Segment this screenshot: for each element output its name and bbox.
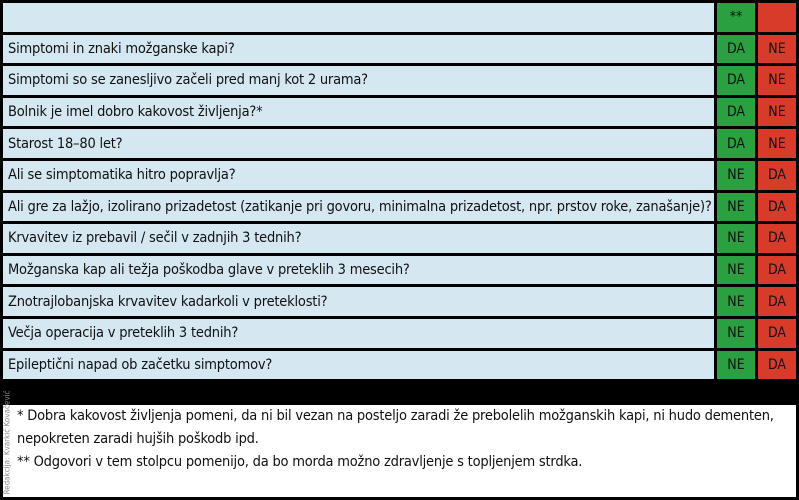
red-answer-cell: DA: [758, 161, 796, 190]
red-answer-cell: DA: [758, 287, 796, 316]
question-cell: Ali gre za lažjo, izolirano prizadetost (zatikanje pri govoru, minimalna prizadetost, npr. prstov roke, zanašanje)?: [3, 193, 714, 222]
green-answer-cell: NE: [717, 193, 755, 222]
table-row: [3, 129, 796, 158]
red-answer-cell: DA: [758, 351, 796, 380]
green-answer-cell: NE: [717, 161, 755, 190]
red-answer-cell: NE: [758, 35, 796, 64]
red-answer-cell: NE: [758, 129, 796, 158]
table-row: [3, 98, 796, 127]
red-answer-cell: DA: [758, 256, 796, 285]
table-row: [3, 287, 796, 316]
question-cell: Bolnik je imel dobro kakovost življenja?*: [3, 98, 714, 127]
footnote-2: ** Odgovori v tem stolpcu pomenijo, da bo morda možno zdravljenje s topljenjem strdka.: [17, 454, 583, 470]
question-cell: Možganska kap ali težja poškodba glave v preteklih 3 mesecih?: [3, 256, 714, 285]
red-answer-cell: NE: [758, 98, 796, 127]
green-answer-cell: DA: [717, 98, 755, 127]
green-answer-cell: DA: [717, 35, 755, 64]
green-answer-cell: NE: [717, 319, 755, 348]
question-cell: Večja operacija v preteklih 3 tednih?: [3, 319, 714, 348]
question-cell: Ali se simptomatika hitro popravlja?: [3, 161, 714, 190]
green-answer-cell: NE: [717, 351, 755, 380]
green-answer-cell: NE: [717, 256, 755, 285]
footnote-1: [3, 405, 796, 451]
header-question-cell: [3, 3, 714, 32]
table-row: [3, 224, 796, 253]
credit-text: Redakcija: Kvarkić Kovačević: [2, 390, 12, 495]
question-cell: Epileptični napad ob začetku simptomov?: [3, 351, 714, 380]
red-answer-cell: DA: [758, 319, 796, 348]
question-cell: Krvavitev iz prebavil / sečil v zadnjih 3 tednih?: [3, 224, 714, 253]
red-answer-cell: DA: [758, 193, 796, 222]
question-cell: Simptomi so se zanesljivo začeli pred manj kot 2 urama?: [3, 66, 714, 95]
header-row: [3, 3, 796, 32]
green-answer-cell: DA: [717, 66, 755, 95]
red-answer-cell: NE: [758, 66, 796, 95]
table-row: [3, 319, 796, 348]
footnote-1-line-2: nepokreten zaradi hujših poškodb ipd.: [17, 431, 259, 447]
question-cell: Starost 18–80 let?: [3, 129, 714, 158]
green-answer-cell: NE: [717, 287, 755, 316]
red-answer-cell: DA: [758, 224, 796, 253]
green-answer-cell: DA: [717, 129, 755, 158]
table-row: [3, 66, 796, 95]
footnotes: [2, 390, 796, 497]
table-row: [3, 256, 796, 285]
table-row: [3, 161, 796, 190]
table-row: [3, 193, 796, 222]
header-red-cell: [758, 3, 796, 32]
table-row: [3, 35, 796, 64]
green-answer-cell: NE: [717, 224, 755, 253]
credit: [0, 390, 12, 500]
question-cell: Znotrajlobanjska krvavitev kadarkoli v preteklosti?: [3, 287, 714, 316]
footnote-1-line-1: * Dobra kakovost življenja pomeni, da ni bil vezan na posteljo zaradi že prebolelih možganskih kapi, ni hudo dementen,: [17, 408, 774, 424]
header-green-cell: **: [717, 3, 755, 32]
table-row: [3, 351, 796, 380]
question-cell: Simptomi in znaki možganske kapi?: [3, 35, 714, 64]
